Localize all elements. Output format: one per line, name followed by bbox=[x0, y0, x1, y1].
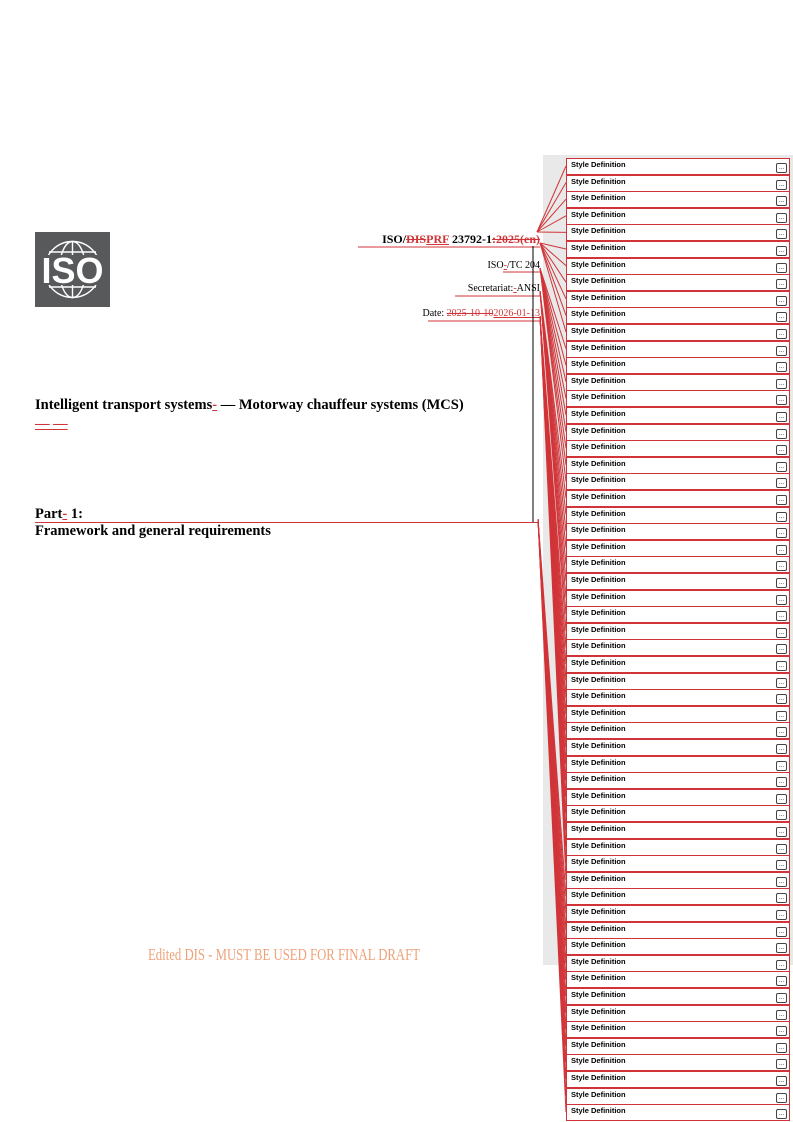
style-definition-balloon[interactable] bbox=[566, 639, 790, 656]
style-definition-balloon[interactable] bbox=[566, 673, 790, 690]
balloon-more-button[interactable]: ... bbox=[776, 993, 787, 1003]
committee-change: - bbox=[503, 260, 507, 271]
balloon-label: Style Definition bbox=[571, 873, 626, 883]
style-definition-balloon[interactable] bbox=[566, 988, 790, 1005]
style-definition-balloon[interactable] bbox=[566, 905, 790, 922]
title-change: - bbox=[212, 397, 218, 413]
balloon-label: Style Definition bbox=[571, 940, 626, 950]
balloon-label: Style Definition bbox=[571, 458, 626, 468]
iso-logo bbox=[35, 232, 110, 307]
balloon-more-button[interactable]: ... bbox=[776, 810, 787, 820]
style-definition-balloon[interactable] bbox=[566, 805, 790, 822]
balloon-more-button[interactable]: ... bbox=[776, 379, 787, 389]
balloon-more-button[interactable]: ... bbox=[776, 578, 787, 588]
style-definition-balloon[interactable] bbox=[566, 1104, 790, 1121]
balloon-label: Style Definition bbox=[571, 641, 626, 651]
balloon-label: Style Definition bbox=[571, 375, 626, 385]
balloon-more-button[interactable]: ... bbox=[776, 777, 787, 787]
balloon-label: Style Definition bbox=[571, 840, 626, 850]
balloon-more-button[interactable]: ... bbox=[776, 246, 787, 256]
style-definition-balloon[interactable] bbox=[566, 789, 790, 806]
balloon-more-button[interactable]: ... bbox=[776, 263, 787, 273]
balloon-label: Style Definition bbox=[571, 807, 626, 817]
balloon-label: Style Definition bbox=[571, 907, 626, 916]
balloon-more-button[interactable]: ... bbox=[776, 495, 787, 505]
part-number: 1: bbox=[67, 506, 83, 522]
style-definition-balloon[interactable] bbox=[566, 374, 790, 391]
style-definition-balloon[interactable] bbox=[566, 357, 790, 374]
balloon-more-button[interactable]: ... bbox=[776, 644, 787, 654]
balloon-label: Style Definition bbox=[571, 1106, 626, 1116]
balloon-label: Style Definition bbox=[571, 176, 626, 186]
balloon-more-button[interactable]: ... bbox=[776, 927, 787, 937]
balloon-more-button[interactable]: ... bbox=[776, 1043, 787, 1053]
style-definition-balloon[interactable] bbox=[566, 556, 790, 573]
balloon-label: Style Definition bbox=[571, 475, 626, 485]
style-definition-balloon[interactable] bbox=[566, 706, 790, 723]
part-label: Part bbox=[35, 506, 63, 522]
style-definition-balloon[interactable] bbox=[566, 955, 790, 972]
balloon-more-button[interactable]: ... bbox=[776, 1076, 787, 1086]
balloon-more-button[interactable]: ... bbox=[776, 860, 787, 870]
style-definition-balloon[interactable] bbox=[566, 839, 790, 856]
balloon-label: Style Definition bbox=[571, 292, 626, 302]
date-deleted: 2025-10-10 bbox=[446, 308, 494, 319]
part-change: - bbox=[62, 506, 68, 522]
style-definition-balloon[interactable] bbox=[566, 590, 790, 607]
balloon-label: Style Definition bbox=[571, 326, 626, 335]
balloon-more-button[interactable]: ... bbox=[776, 429, 787, 439]
balloon-label: Style Definition bbox=[571, 243, 626, 252]
balloon-more-button[interactable]: ... bbox=[776, 296, 787, 306]
secretariat-change: - bbox=[513, 283, 517, 294]
style-definition-balloon[interactable] bbox=[566, 490, 790, 507]
balloon-label: Style Definition bbox=[571, 741, 626, 750]
balloon-label: Style Definition bbox=[571, 1073, 626, 1082]
balloon-label: Style Definition bbox=[571, 1039, 626, 1049]
balloon-more-button[interactable]: ... bbox=[776, 1059, 787, 1069]
style-definition-balloon[interactable] bbox=[566, 971, 790, 988]
committee-suffix: /TC 204 bbox=[506, 260, 540, 271]
balloon-more-button[interactable]: ... bbox=[776, 196, 787, 206]
balloon-more-button[interactable]: ... bbox=[776, 329, 787, 339]
balloon-more-button[interactable]: ... bbox=[776, 1026, 787, 1036]
style-definition-balloon[interactable] bbox=[566, 208, 790, 225]
balloon-label: Style Definition bbox=[571, 226, 626, 236]
balloon-more-button[interactable]: ... bbox=[776, 545, 787, 555]
balloon-label: Style Definition bbox=[571, 674, 626, 684]
document-title bbox=[35, 396, 464, 434]
balloon-more-button[interactable]: ... bbox=[776, 761, 787, 771]
balloon-more-button[interactable]: ... bbox=[776, 694, 787, 704]
balloon-label: Style Definition bbox=[571, 857, 626, 867]
balloon-more-button[interactable]: ... bbox=[776, 794, 787, 804]
style-definition-balloon[interactable] bbox=[566, 1021, 790, 1038]
balloon-label: Style Definition bbox=[571, 276, 626, 286]
doc-deleted-stage: DIS bbox=[406, 232, 427, 246]
style-definition-balloon[interactable] bbox=[566, 656, 790, 673]
balloon-label: Style Definition bbox=[571, 309, 626, 319]
date-label: Date: bbox=[422, 308, 447, 319]
balloon-label: Style Definition bbox=[571, 525, 626, 535]
style-definition-balloon[interactable] bbox=[566, 224, 790, 241]
balloon-more-button[interactable]: ... bbox=[776, 445, 787, 455]
style-definition-balloon[interactable] bbox=[566, 855, 790, 872]
doc-inserted-stage: PRF bbox=[426, 232, 449, 246]
balloon-more-button[interactable]: ... bbox=[776, 628, 787, 638]
style-definition-balloon[interactable] bbox=[566, 1054, 790, 1071]
balloon-label: Style Definition bbox=[571, 956, 626, 966]
style-definition-balloon[interactable] bbox=[566, 623, 790, 640]
style-definition-balloon[interactable] bbox=[566, 872, 790, 889]
balloon-more-button[interactable]: ... bbox=[776, 844, 787, 854]
balloon-more-button[interactable]: ... bbox=[776, 943, 787, 953]
balloon-label: Style Definition bbox=[571, 492, 626, 501]
date-inserted: 2026-01-13 bbox=[493, 308, 540, 319]
balloon-label: Style Definition bbox=[571, 990, 626, 999]
doc-deleted-suffix: :2025(en) bbox=[492, 232, 540, 246]
balloon-label: Style Definition bbox=[571, 558, 626, 568]
style-definition-balloon[interactable] bbox=[566, 922, 790, 939]
balloon-label: Style Definition bbox=[571, 923, 626, 933]
balloon-more-button[interactable]: ... bbox=[776, 346, 787, 356]
balloon-more-button[interactable]: ... bbox=[776, 827, 787, 837]
balloon-more-button[interactable]: ... bbox=[776, 512, 787, 522]
style-definition-balloon[interactable] bbox=[566, 274, 790, 291]
style-definition-balloon[interactable] bbox=[566, 1088, 790, 1105]
secretariat-label: Secretariat: bbox=[467, 283, 514, 294]
doc-number: 23792-1 bbox=[449, 232, 492, 246]
balloon-label: Style Definition bbox=[571, 160, 626, 169]
balloon-more-button[interactable]: ... bbox=[776, 976, 787, 986]
style-definition-balloon[interactable] bbox=[566, 258, 790, 275]
balloon-label: Style Definition bbox=[571, 890, 626, 900]
balloon-label: Style Definition bbox=[571, 359, 626, 369]
balloon-more-button[interactable]: ... bbox=[776, 312, 787, 322]
balloon-more-button[interactable]: ... bbox=[776, 561, 787, 571]
balloon-more-button[interactable]: ... bbox=[776, 661, 787, 671]
balloon-label: Style Definition bbox=[571, 541, 626, 551]
style-definition-balloon[interactable] bbox=[566, 291, 790, 308]
balloon-more-button[interactable]: ... bbox=[776, 893, 787, 903]
style-definition-balloon[interactable] bbox=[566, 457, 790, 474]
balloon-label: Style Definition bbox=[571, 973, 626, 983]
balloon-more-button[interactable]: ... bbox=[776, 180, 787, 190]
style-definition-balloon[interactable] bbox=[566, 324, 790, 341]
style-definition-balloon[interactable] bbox=[566, 341, 790, 358]
style-definition-balloon[interactable] bbox=[566, 606, 790, 623]
style-definition-balloon[interactable] bbox=[566, 1038, 790, 1055]
balloon-more-button[interactable]: ... bbox=[776, 395, 787, 405]
committee-prefix: ISO bbox=[487, 260, 504, 271]
balloon-label: Style Definition bbox=[571, 209, 626, 219]
part-heading bbox=[35, 506, 271, 540]
balloon-label: Style Definition bbox=[571, 442, 626, 452]
balloon-label: Style Definition bbox=[571, 591, 626, 601]
balloon-label: Style Definition bbox=[571, 691, 626, 701]
balloon-more-button[interactable]: ... bbox=[776, 711, 787, 721]
balloon-label: Style Definition bbox=[571, 1089, 626, 1099]
style-definition-balloon[interactable] bbox=[566, 756, 790, 773]
style-definition-balloon[interactable] bbox=[566, 523, 790, 540]
balloon-more-button[interactable]: ... bbox=[776, 727, 787, 737]
title-text-b: — Motorway chauffeur systems (MCS) bbox=[217, 397, 464, 413]
balloon-more-button[interactable]: ... bbox=[776, 960, 787, 970]
style-definition-balloon[interactable] bbox=[566, 772, 790, 789]
balloon-more-button[interactable]: ... bbox=[776, 213, 787, 223]
style-definition-balloon[interactable] bbox=[566, 507, 790, 524]
balloon-label: Style Definition bbox=[571, 724, 626, 734]
balloon-more-button[interactable]: ... bbox=[776, 1109, 787, 1119]
balloon-more-button[interactable]: ... bbox=[776, 528, 787, 538]
part-subtitle: Framework and general requirements bbox=[35, 523, 271, 539]
balloon-more-button[interactable]: ... bbox=[776, 462, 787, 472]
balloon-more-button[interactable]: ... bbox=[776, 1010, 787, 1020]
committee bbox=[487, 260, 540, 272]
style-definition-balloon[interactable] bbox=[566, 888, 790, 905]
balloon-more-button[interactable]: ... bbox=[776, 910, 787, 920]
balloon-more-button[interactable]: ... bbox=[776, 595, 787, 605]
balloon-label: Style Definition bbox=[571, 409, 626, 418]
style-definition-balloon[interactable] bbox=[566, 241, 790, 258]
doc-prefix: ISO/ bbox=[382, 232, 407, 246]
balloon-label: Style Definition bbox=[571, 1056, 626, 1066]
part-number-line bbox=[35, 506, 271, 523]
balloon-label: Style Definition bbox=[571, 1006, 626, 1016]
balloon-more-button[interactable]: ... bbox=[776, 1093, 787, 1103]
style-definition-balloon[interactable] bbox=[566, 307, 790, 324]
balloon-label: Style Definition bbox=[571, 824, 626, 833]
balloon-label: Style Definition bbox=[571, 608, 626, 618]
balloon-label: Style Definition bbox=[571, 508, 626, 518]
style-definition-balloon[interactable] bbox=[566, 440, 790, 457]
style-definition-balloon[interactable] bbox=[566, 158, 790, 175]
style-definition-balloon[interactable] bbox=[566, 573, 790, 590]
style-definition-balloon[interactable] bbox=[566, 1071, 790, 1088]
balloon-more-button[interactable]: ... bbox=[776, 478, 787, 488]
balloon-label: Style Definition bbox=[571, 790, 626, 800]
balloon-more-button[interactable]: ... bbox=[776, 744, 787, 754]
style-definition-balloon[interactable] bbox=[566, 938, 790, 955]
logo-text: ISO bbox=[41, 250, 104, 291]
balloon-label: Style Definition bbox=[571, 575, 626, 584]
document-reference bbox=[382, 232, 540, 246]
balloon-label: Style Definition bbox=[571, 1023, 626, 1033]
style-definition-balloon[interactable] bbox=[566, 191, 790, 208]
balloon-label: Style Definition bbox=[571, 392, 626, 402]
style-definition-balloon[interactable] bbox=[566, 424, 790, 441]
balloon-more-button[interactable]: ... bbox=[776, 279, 787, 289]
balloon-label: Style Definition bbox=[571, 658, 626, 667]
secretariat bbox=[468, 283, 540, 295]
style-definition-balloon[interactable] bbox=[566, 390, 790, 407]
style-definition-balloon[interactable] bbox=[566, 1005, 790, 1022]
style-definition-balloon[interactable] bbox=[566, 722, 790, 739]
balloon-label: Style Definition bbox=[571, 624, 626, 634]
secretariat-value: ANSI bbox=[516, 283, 540, 294]
balloon-label: Style Definition bbox=[571, 193, 626, 203]
balloon-label: Style Definition bbox=[571, 259, 626, 269]
balloon-label: Style Definition bbox=[571, 342, 626, 352]
style-definition-balloon[interactable] bbox=[566, 407, 790, 424]
style-definition-balloon[interactable] bbox=[566, 473, 790, 490]
balloon-more-button[interactable]: ... bbox=[776, 362, 787, 372]
style-definition-balloon[interactable] bbox=[566, 822, 790, 839]
title-text-a: Intelligent transport systems bbox=[35, 397, 213, 413]
style-definition-balloon[interactable] bbox=[566, 540, 790, 557]
balloon-more-button[interactable]: ... bbox=[776, 877, 787, 887]
balloon-label: Style Definition bbox=[571, 757, 626, 767]
draft-watermark: Edited DIS - MUST BE USED FOR FINAL DRAFT bbox=[148, 945, 421, 964]
balloon-more-button[interactable]: ... bbox=[776, 229, 787, 239]
style-definition-balloon[interactable] bbox=[566, 689, 790, 706]
balloon-more-button[interactable]: ... bbox=[776, 611, 787, 621]
balloon-label: Style Definition bbox=[571, 425, 626, 435]
style-definition-balloon[interactable] bbox=[566, 175, 790, 192]
title-line bbox=[35, 396, 464, 415]
balloon-more-button[interactable]: ... bbox=[776, 163, 787, 173]
title-inserted-line: — — bbox=[35, 416, 68, 432]
balloon-more-button[interactable]: ... bbox=[776, 678, 787, 688]
balloon-more-button[interactable]: ... bbox=[776, 412, 787, 422]
style-definition-balloon[interactable] bbox=[566, 739, 790, 756]
document-date bbox=[423, 308, 541, 320]
balloon-label: Style Definition bbox=[571, 774, 626, 784]
balloon-label: Style Definition bbox=[571, 707, 626, 717]
